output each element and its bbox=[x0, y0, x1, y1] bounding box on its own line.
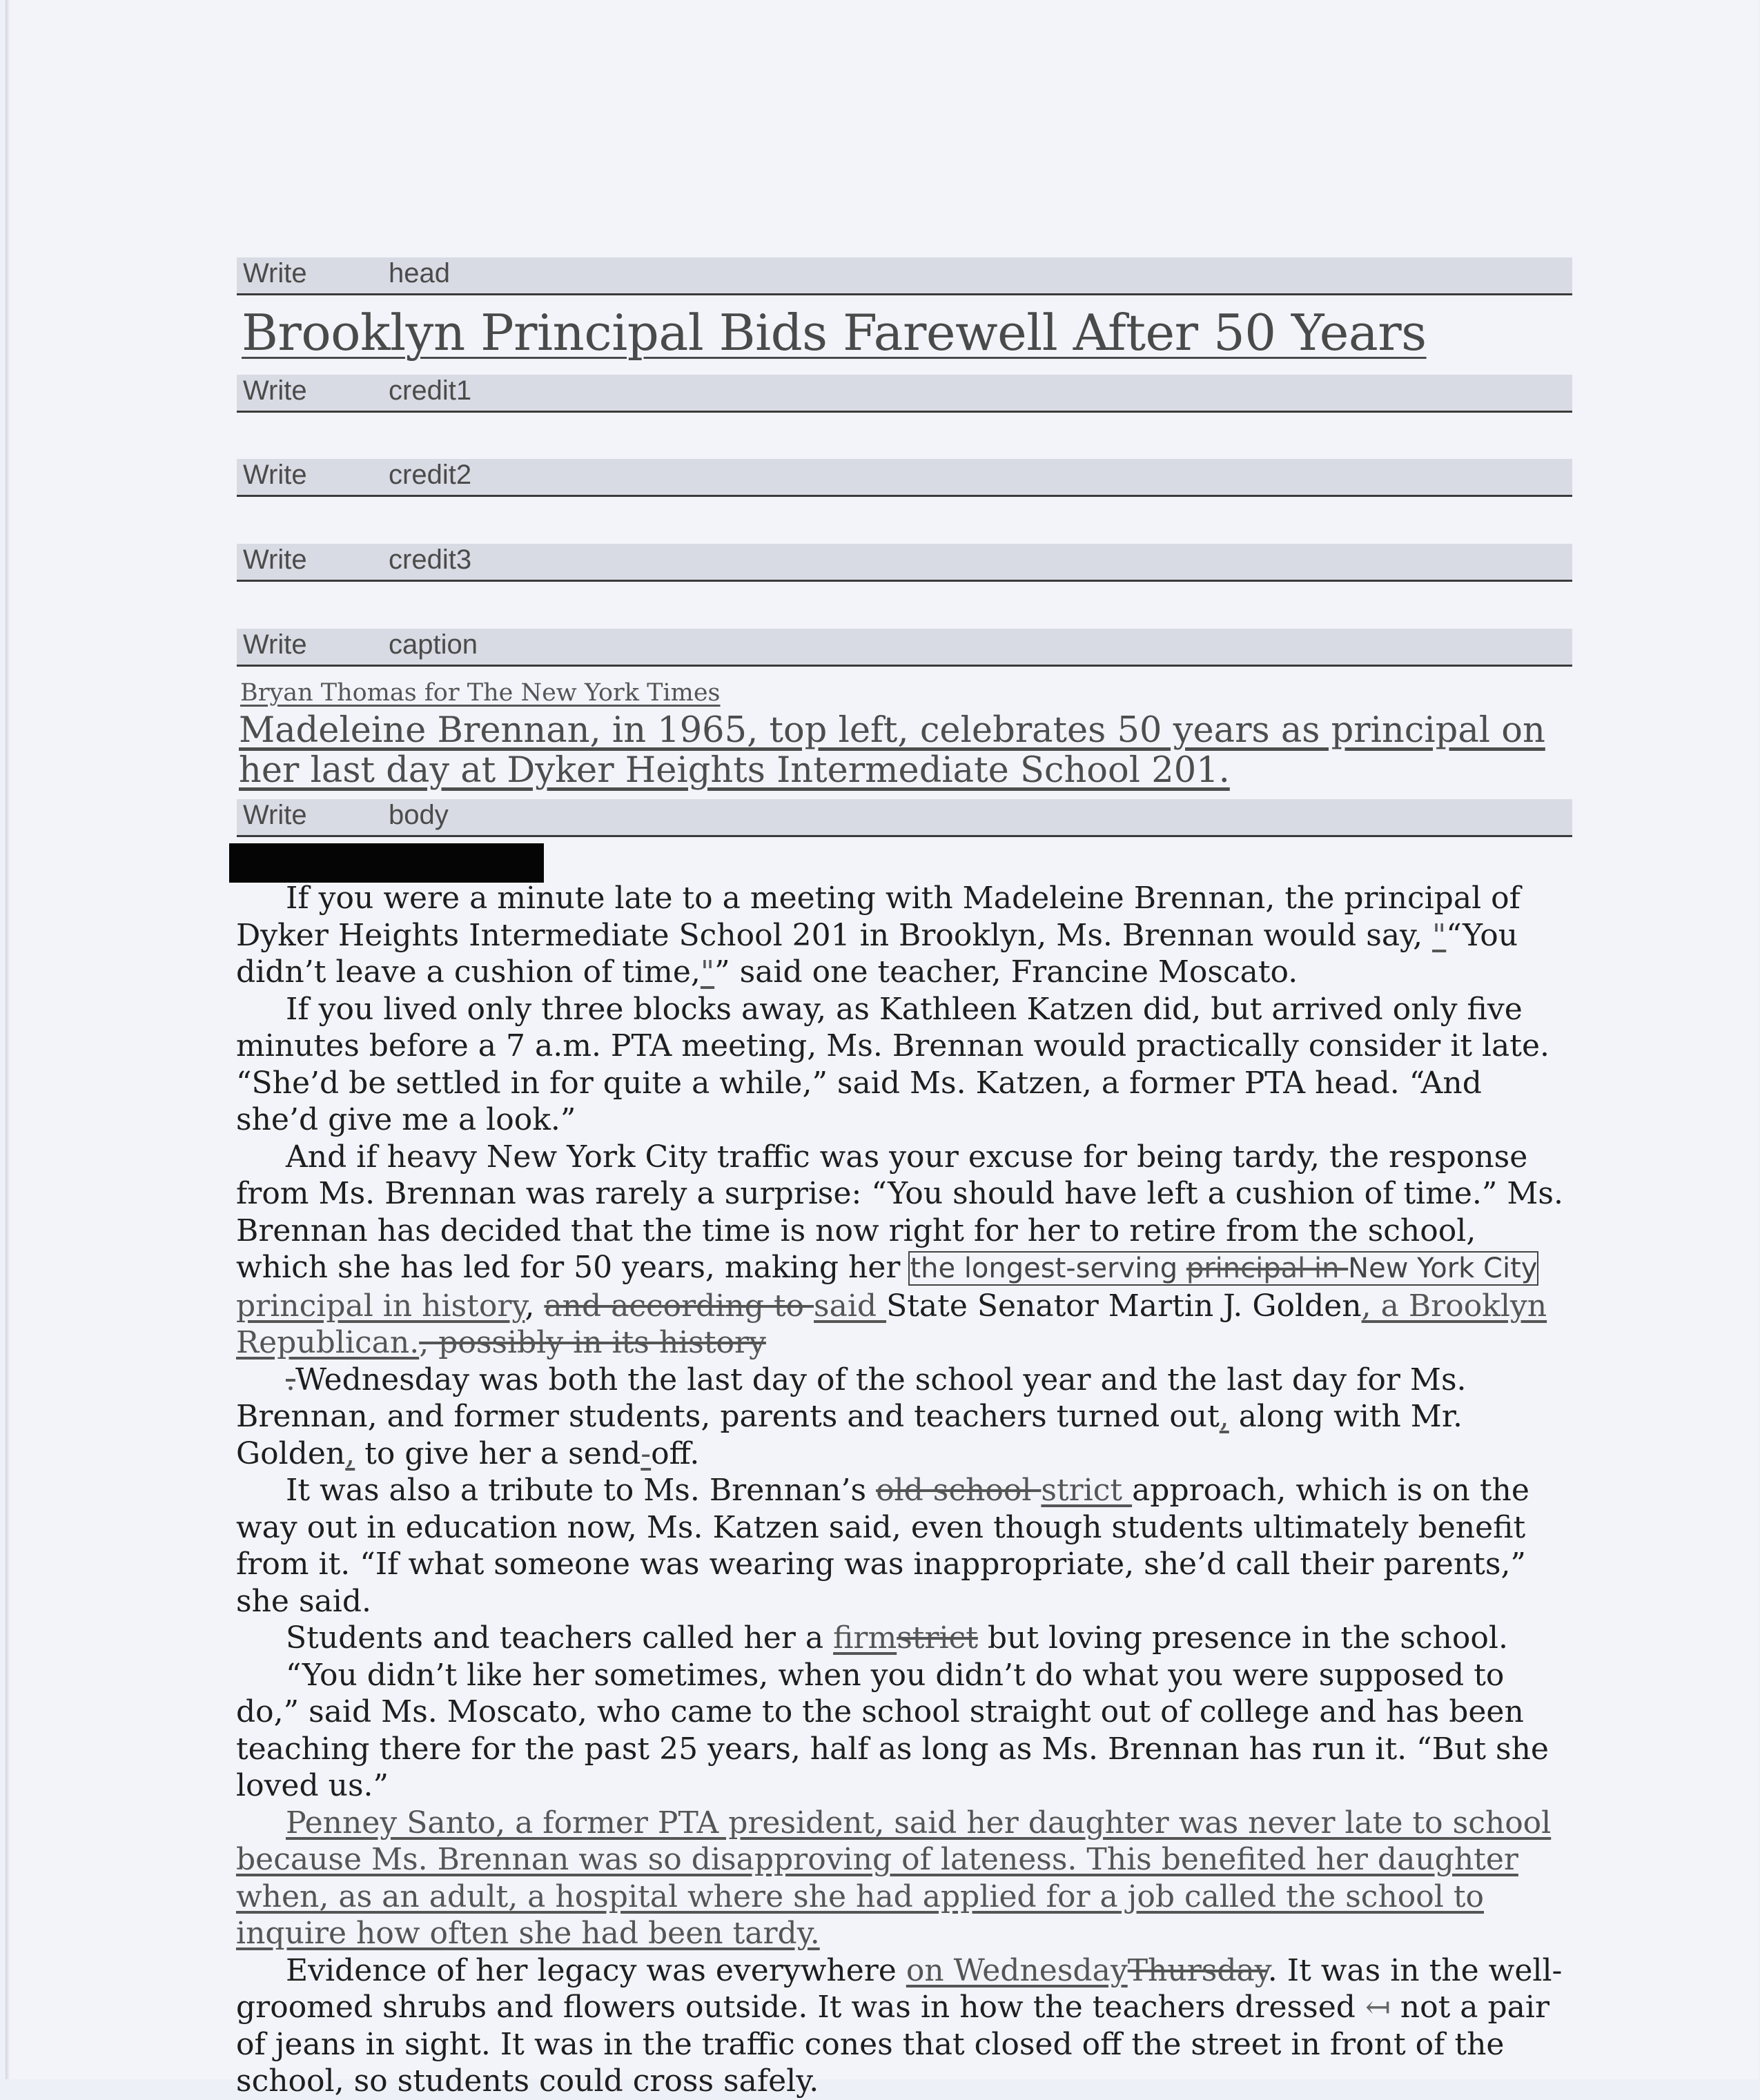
paragraph-4 bbox=[236, 1362, 1572, 1473]
text-run: ” said one teacher, Francine Moscato. bbox=[714, 954, 1298, 990]
insertion: on Wednesday bbox=[906, 1952, 1128, 1988]
slug-credit1 bbox=[237, 376, 1572, 413]
slug-label: Write bbox=[243, 800, 307, 830]
deletion: strict bbox=[897, 1620, 978, 1656]
insertion: said bbox=[814, 1288, 887, 1324]
insertion-mark: " bbox=[700, 954, 715, 990]
insertion: , bbox=[345, 1435, 355, 1471]
edit-box bbox=[910, 1253, 1537, 1284]
insertion: principal in history bbox=[236, 1288, 525, 1324]
text-run: It was also a tribute to Ms. Brennan’s bbox=[286, 1473, 877, 1508]
text-run: “You didn’t leave a cushion of time, bbox=[236, 917, 1518, 990]
slug-value: caption bbox=[389, 629, 478, 660]
insertion: strict bbox=[1041, 1473, 1133, 1508]
boxed-text: the longest-serving bbox=[910, 1253, 1186, 1284]
slug-label: Write bbox=[243, 258, 307, 288]
slug-label: Write bbox=[243, 460, 307, 490]
slug-label: Write bbox=[243, 629, 307, 660]
text-run: And if heavy New York City traffic was your excuse for being tardy, the response from Ms. Brennan was rarely a surprise: “You should have left a cushion of time.” Ms. Brennan has decided that the time is now right for her to retire from the school, which she has led for 50 years, making her bbox=[236, 1139, 1563, 1285]
slug-value: credit1 bbox=[389, 375, 472, 406]
text-run: approach, which is on the way out in education now, Ms. Katzen said, even though students ultimately benefit from it. “If what someone was wearing was inappropriate, she’d call their parents,” she said. bbox=[236, 1473, 1529, 1619]
text-run: not a pair of jeans in sight. It was in the traffic cones that closed off the street in front of the school, so students could cross safely. bbox=[236, 1990, 1549, 2099]
slug-value: body bbox=[389, 800, 449, 830]
insertion: firm bbox=[833, 1620, 897, 1656]
paragraph-5 bbox=[236, 1472, 1572, 1620]
text-run: to give her a send bbox=[355, 1435, 641, 1471]
photo-credit: Bryan Thomas for The New York Times bbox=[240, 679, 721, 707]
manuscript-page bbox=[6, 0, 1759, 2099]
slug-credit2 bbox=[237, 460, 1572, 497]
deletion: Thursday bbox=[1127, 1952, 1268, 1988]
slug-credit3 bbox=[237, 545, 1572, 582]
photo-caption: Madeleine Brennan, in 1965, top left, celebrates 50 years as principal on her last day at Dyker Heights Intermediate School 201. bbox=[239, 710, 1545, 791]
slug-body bbox=[237, 801, 1572, 837]
text-run: If you were a minute late to a meeting with Madeleine Brennan, the principal of Dyker Heights Intermediate School 201 in Brooklyn, Ms. Brennan would say, bbox=[236, 881, 1521, 953]
deletion: principal in bbox=[1186, 1253, 1349, 1284]
deletion: and according to bbox=[544, 1288, 814, 1324]
deletion: . bbox=[286, 1362, 295, 1397]
insertion: , bbox=[1219, 1399, 1229, 1434]
text-run: State Senator Martin J. Golden bbox=[886, 1288, 1362, 1324]
text-run: but loving presence in the school. bbox=[977, 1620, 1508, 1656]
paragraph-6 bbox=[236, 1620, 1572, 1657]
deletion: old school bbox=[876, 1473, 1042, 1508]
paragraph-1 bbox=[236, 880, 1572, 991]
text-run: Evidence of her legacy was everywhere bbox=[286, 1952, 906, 1988]
article-body bbox=[236, 880, 1572, 2100]
dash-mark-icon: ↤ bbox=[1365, 1990, 1391, 2025]
paragraph-3 bbox=[236, 1139, 1572, 1362]
text-run: . It was in the well-groomed shrubs and flowers outside. It was in how the teachers dressed bbox=[236, 1952, 1563, 2025]
text-run: Students and teachers called her a bbox=[286, 1620, 834, 1656]
text-run: Wednesday was both the last day of the school year and the last day for Ms. Brennan, and former students, parents and teachers turned out bbox=[236, 1362, 1467, 1434]
insertion: - bbox=[641, 1435, 652, 1471]
paragraph-9 bbox=[236, 1952, 1572, 2100]
text-run: along with Mr. Golden bbox=[236, 1399, 1463, 1471]
paragraph-7: “You didn’t like her sometimes, when you didn’t do what you were supposed to do,” said Ms. Moscato, who came to the school straight out of college and has been teaching there for the past 25 years, half as long as Ms. Brennan has run it. “But she loved us.” bbox=[236, 1657, 1549, 1803]
slug-value: credit3 bbox=[389, 544, 472, 575]
boxed-text: New York City bbox=[1348, 1253, 1538, 1284]
text-run: off. bbox=[651, 1435, 700, 1471]
headline: Brooklyn Principal Bids Farewell After 50 Years bbox=[242, 304, 1427, 362]
paragraph-8-insertion: Penney Santo, a former PTA president, said her daughter was never late to school because Ms. Brennan was so disapproving of lateness. This benefited her daughter when, as an adult, a hospital where she had applied for a job called the school to inquire how often she had been tardy. bbox=[236, 1805, 1552, 1951]
slug-head bbox=[237, 259, 1572, 295]
insertion: , a Brooklyn Republican. bbox=[236, 1288, 1547, 1360]
text-run: , bbox=[525, 1288, 545, 1324]
slug-value: credit2 bbox=[389, 460, 472, 490]
slug-label: Write bbox=[243, 375, 307, 406]
deletion: , possibly in its history bbox=[419, 1325, 766, 1360]
slug-caption bbox=[237, 630, 1572, 667]
insertion-mark: " bbox=[1432, 917, 1447, 953]
slug-label: Write bbox=[243, 544, 307, 575]
redaction-bar bbox=[229, 843, 544, 883]
paragraph-2: If you lived only three blocks away, as Kathleen Katzen did, but arrived only five minutes before a 7 a.m. PTA meeting, Ms. Brennan would practically consider it late. “She’d be settled in for quite a while,” said Ms. Katzen, a former PTA head. “And she’d give me a look.” bbox=[236, 991, 1549, 1137]
slug-value: head bbox=[389, 258, 450, 288]
